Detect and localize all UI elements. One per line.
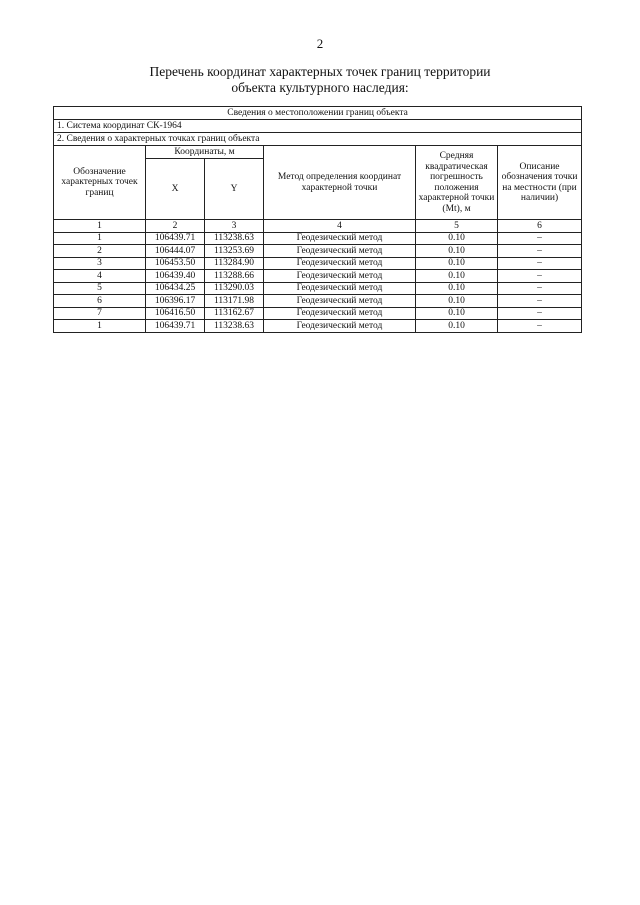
cell-x: 106453.50 [146,257,205,270]
cell-error: 0.10 [416,270,498,283]
cell-x: 106439.71 [146,320,205,333]
cell-point: 4 [54,270,146,283]
table-row [54,295,582,308]
cell-description: – [498,232,582,245]
coordinate-system-row [54,120,582,133]
cell-y: 113162.67 [205,307,264,320]
table-row [54,270,582,283]
header-method: Метод определения координат характерной точки [264,146,416,220]
cell-point: 1 [54,232,146,245]
cell-description: – [498,270,582,283]
cell-point: 1 [54,320,146,333]
coordinate-system: 1. Система координат СК-1964 [54,120,582,133]
cell-point: 3 [54,257,146,270]
coordinates-table [53,106,582,333]
column-number: 1 [54,220,146,233]
cell-method: Геодезический метод [264,282,416,295]
title-line-1: Перечень координат характерных точек границ территории [149,64,491,79]
cell-x: 106396.17 [146,295,205,308]
cell-method: Геодезический метод [264,270,416,283]
cell-method: Геодезический метод [264,307,416,320]
cell-point: 5 [54,282,146,295]
section-title: Сведения о местоположении границ объекта [54,107,582,120]
cell-error: 0.10 [416,282,498,295]
cell-x: 106416.50 [146,307,205,320]
cell-y: 113238.63 [205,232,264,245]
cell-x: 106444.07 [146,245,205,258]
cell-description: – [498,257,582,270]
points-section: 2. Сведения о характерных точках границ объекта [54,133,582,146]
title-line-2: объекта культурного наследия: [231,80,409,95]
header-y: Y [205,159,264,220]
cell-error: 0.10 [416,320,498,333]
table-row [54,232,582,245]
column-number: 3 [205,220,264,233]
cell-error: 0.10 [416,257,498,270]
cell-description: – [498,282,582,295]
cell-description: – [498,320,582,333]
column-number: 6 [498,220,582,233]
table-section-row [54,107,582,120]
table-row [54,282,582,295]
cell-x: 106439.40 [146,270,205,283]
cell-description: – [498,295,582,308]
cell-y: 113290.03 [205,282,264,295]
cell-y: 113238.63 [205,320,264,333]
cell-error: 0.10 [416,232,498,245]
cell-method: Геодезический метод [264,295,416,308]
column-number: 4 [264,220,416,233]
table-row [54,307,582,320]
table-row [54,320,582,333]
cell-point: 6 [54,295,146,308]
document-title [0,64,640,96]
cell-description: – [498,307,582,320]
cell-y: 113253.69 [205,245,264,258]
cell-error: 0.10 [416,295,498,308]
cell-method: Геодезический метод [264,245,416,258]
cell-y: 113171.98 [205,295,264,308]
column-numbers-row [54,220,582,233]
cell-method: Геодезический метод [264,320,416,333]
header-error: Средняя квадратическая погрешность положения характерной точки (Mt), м [416,146,498,220]
column-number: 5 [416,220,498,233]
cell-method: Геодезический метод [264,232,416,245]
cell-method: Геодезический метод [264,257,416,270]
cell-error: 0.10 [416,307,498,320]
column-number: 2 [146,220,205,233]
page-number: 2 [316,36,324,51]
cell-point: 2 [54,245,146,258]
table-row [54,257,582,270]
header-x: X [146,159,205,220]
cell-x: 106439.71 [146,232,205,245]
header-coordinates: Координаты, м [146,146,264,159]
table-row [54,245,582,258]
header-point-designation: Обозначение характерных точек границ [54,146,146,220]
cell-x: 106434.25 [146,282,205,295]
points-section-row [54,133,582,146]
cell-error: 0.10 [416,245,498,258]
cell-y: 113288.66 [205,270,264,283]
header-row-1 [54,146,582,159]
header-description: Описание обозначения точки на местности (при наличии) [498,146,582,220]
cell-y: 113284.90 [205,257,264,270]
cell-description: – [498,245,582,258]
cell-point: 7 [54,307,146,320]
